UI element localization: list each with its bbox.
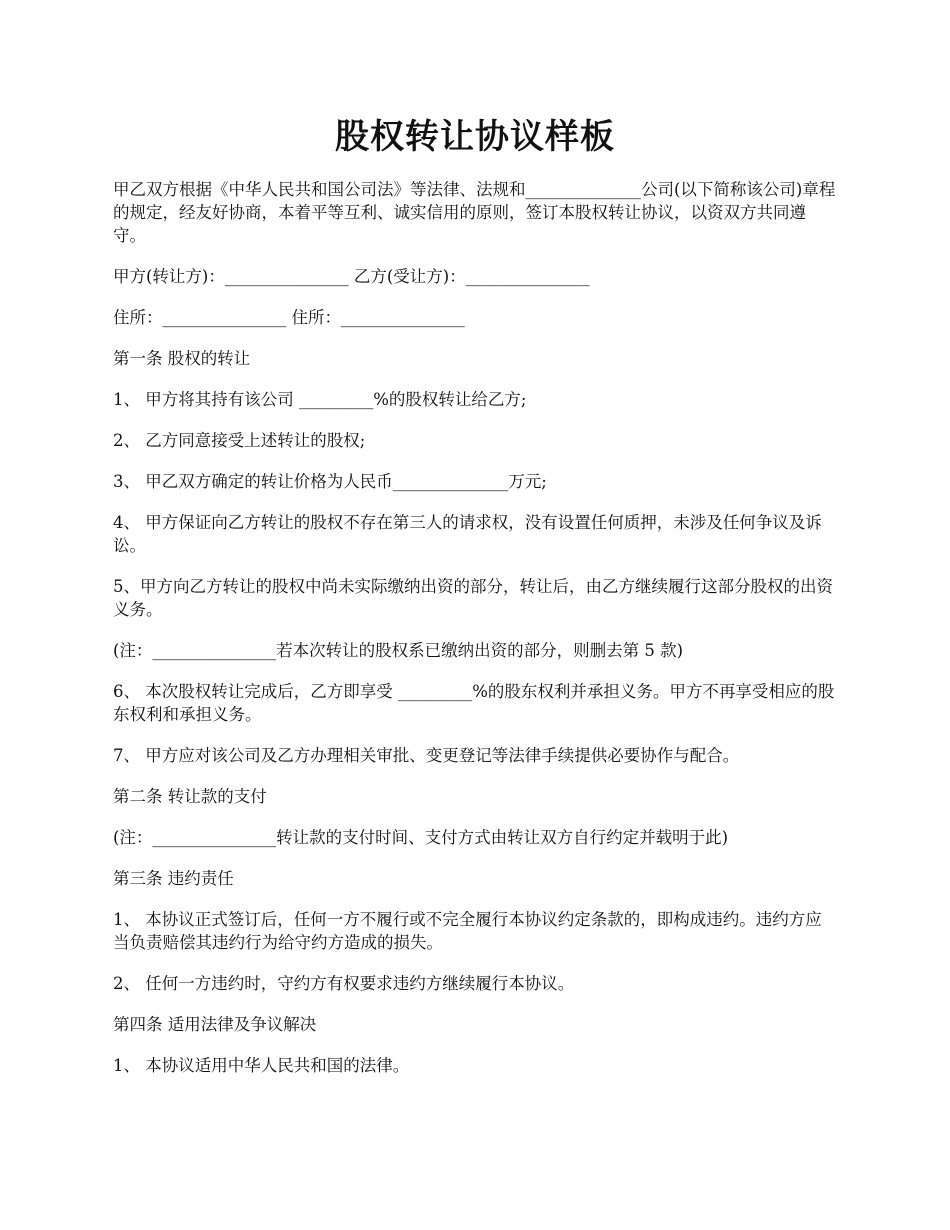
clause-1-7: 7、 甲方应对该公司及乙方办理相关审批、变更登记等法律手续提供必要协作与配合。	[113, 746, 740, 765]
clause-1-2: 2、 乙方同意接受上述转让的股权;	[113, 431, 366, 450]
note-2: (注：_______________转让款的支付时间、支付方式由转让双方自行约定并载明于此)	[113, 828, 729, 847]
section-heading-1: 第一条 股权的转让	[113, 349, 251, 368]
paragraph-parties: 甲方(转让方)：_______________ 乙方(受让方)：_______________	[113, 267, 590, 286]
clause-1-6: 6、 本次股权转让完成后，乙方即享受 _________%的股东权利并承担义务。甲方不再享受相应的股东权利和承担义务。	[113, 682, 835, 724]
clause-1-1: 1、 甲方将其持有该公司 _________%的股权转让给乙方;	[113, 390, 527, 409]
paragraph-preamble: 甲乙双方根据《中华人民共和国公司法》等法律、法规和______________公司(以下简称该公司)章程的规定，经友好协商，本着平等互利、诚实信用的原则，签订本股权转让协议，以资双方共同遵守。	[113, 180, 836, 245]
clause-3-2: 2、 任何一方违约时，守约方有权要求违约方继续履行本协议。	[113, 974, 575, 993]
clause-3-1: 1、 本协议正式签订后，任何一方不履行或不完全履行本协议约定条款的，即构成违约。违约方应当负责赔偿其违约行为给守约方造成的损失。	[113, 910, 822, 952]
document-title: 股权转让协议样板	[335, 117, 615, 157]
section-heading-2: 第二条 转让款的支付	[113, 787, 267, 806]
paragraph-addresses: 住所：_______________ 住所：_______________	[113, 308, 465, 327]
clause-1-4: 4、 甲方保证向乙方转让的股权不存在第三人的请求权，没有设置任何质押，未涉及任何争议及诉讼。	[113, 513, 822, 555]
clause-1-5: 5、甲方向乙方转让的股权中尚未实际缴纳出资的部分，转让后，由乙方继续履行这部分股权的出资义务。	[113, 577, 833, 619]
document-page	[113, 110, 837, 1095]
section-heading-3: 第三条 违约责任	[113, 869, 234, 888]
clause-1-3: 3、 甲乙双方确定的转让价格为人民币______________万元;	[113, 472, 547, 491]
section-heading-4: 第四条 适用法律及争议解决	[113, 1015, 317, 1034]
note-1: (注：_______________若本次转让的股权系已缴纳出资的部分，则删去第 5 款)	[113, 641, 684, 660]
clause-4-1: 1、 本协议适用中华人民共和国的法律。	[113, 1056, 410, 1075]
